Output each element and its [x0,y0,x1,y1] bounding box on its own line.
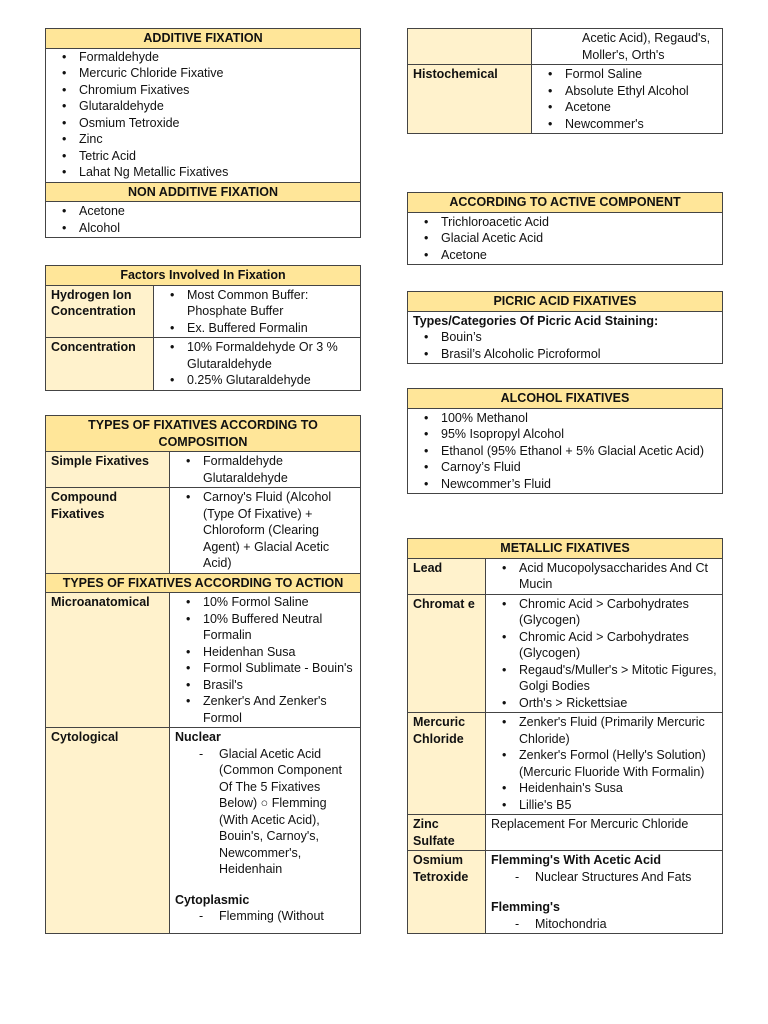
picric-subtitle: Types/Categories Of Picric Acid Staining: [413,313,659,328]
list-item: • Chromium Fixatives [79,82,355,99]
metallic-fixatives-table [407,538,723,934]
list-item: • Lillie's B5 [519,797,717,814]
fixative-type-label: Cytological [46,728,170,934]
fixative-type-label: Compound Fixatives [46,488,170,574]
list-item: • Zenker's Fluid (Primarily Mercuric Chloride) [519,714,717,747]
continued-text: Acetic Acid), Regaud's, Moller's, Orth's [532,29,723,65]
factors-header: Factors Involved In Fixation [46,266,361,286]
metal-label: Zinc Sulfate [408,815,486,851]
fixative-list [175,489,355,572]
factor-list [159,339,355,389]
additive-fixation-header: ADDITIVE FIXATION [46,29,361,49]
fixative-type-label: Microanatomical [46,593,170,728]
list-item: - Glacial Acetic Acid (Common Component Of The 5 Fixatives Below) ○ Flemming (With Acetic Acid), Bouin's, Carnoy's, Newcommer's, Heidenhain [219,746,355,878]
composition-table [45,415,361,934]
list-item: • Formol Sublimate - Bouin's [203,660,355,677]
fixative-list [175,453,355,486]
osmium-subtitle: Flemming's [491,900,560,914]
list-item: • 0.25% Glutaraldehyde [187,372,355,389]
list-item: • Formol Saline [565,66,717,83]
additive-list [51,49,355,181]
metal-list [491,560,717,593]
list-item: • Zinc [79,131,355,148]
cytoplasmic-title: Cytoplasmic [175,892,250,907]
list-item: - Nuclear Structures And Fats [535,869,717,886]
list-item: • 10% Formaldehyde Or 3 % Glutaraldehyde [187,339,355,372]
list-item: • 10% Buffered Neutral Formalin [203,611,355,644]
osmium-subtitle: Flemming's With Acetic Acid [491,853,662,867]
list-item: • Orth's > Rickettsiae [519,695,717,712]
list-item: • Brasil's [203,677,355,694]
list-item: • Absolute Ethyl Alcohol [565,83,717,100]
factor-label: Hydrogen Ion Concentration [46,285,154,338]
list-item: • Ex. Buffered Formalin [187,320,355,337]
list-item: • Heidenhain's Susa [519,780,717,797]
list-item: • Glutaraldehyde [79,98,355,115]
fixative-list [175,594,355,726]
metal-label: Mercuric Chloride [408,713,486,815]
list-item: • 10% Formol Saline [203,594,355,611]
active-component-table [407,192,723,265]
list-item: • Formaldehyde [79,49,355,66]
list-item: • Acetone [79,203,355,220]
list-item: • Bouin’s [441,329,717,346]
list-item: • Formaldehyde Glutaraldehyde [203,453,355,486]
list-item: • Brasil’s Alcoholic Picroformol [441,346,717,363]
list-item: • Newcommer's [565,116,717,133]
picric-acid-table [407,291,723,364]
picric-list [413,329,717,362]
list-item: • Chromic Acid > Carbohydrates (Glycogen) [519,596,717,629]
list-item: • Most Common Buffer: Phosphate Buffer [187,287,355,320]
fixative-type-label: Simple Fixatives [46,452,170,488]
nuclear-title: Nuclear [175,730,221,744]
zinc-text: Replacement For Mercuric Chloride [486,815,723,851]
osmium-list [491,869,717,886]
composition-header: TYPES OF FIXATIVES ACCORDING TO COMPOSITION [46,416,361,452]
active-component-header: ACCORDING TO ACTIVE COMPONENT [408,193,723,213]
picric-acid-header: PICRIC ACID FIXATIVES [408,292,723,312]
histochemical-list [537,66,717,132]
list-item: • Mercuric Chloride Fixative [79,65,355,82]
list-item: • Regaud's/Muller's > Mitotic Figures, Golgi Bodies [519,662,717,695]
list-item: • Heidenhan Susa [203,644,355,661]
list-item: - Mitochondria [535,916,717,933]
list-item: • Glacial Acetic Acid [441,230,717,247]
list-item: • Ethanol (95% Ethanol + 5% Glacial Acetic Acid) [441,443,717,460]
list-item: • Trichloroacetic Acid [441,214,717,231]
list-item: • Acid Mucopolysaccharides And Ct Mucin [519,560,717,593]
list-item: • 100% Methanol [441,410,717,427]
list-item: • Alcohol [79,220,355,237]
additive-fixation-table [45,28,361,238]
list-item: • Zenker's And Zenker's Formol [203,693,355,726]
metal-label: Osmium Tetroxide [408,851,486,934]
osmium-list [491,916,717,933]
factors-table [45,265,361,391]
cytoplasmic-list [175,908,355,925]
metal-list [491,714,717,813]
alcohol-list [413,410,717,493]
list-item: • Acetone [441,247,717,264]
list-item: • Carnoy’s Fluid [441,459,717,476]
non-additive-fixation-header: NON ADDITIVE FIXATION [46,182,361,202]
list-item: • Lahat Ng Metallic Fixatives [79,164,355,181]
metal-label: Lead [408,558,486,594]
fixative-type-label: Histochemical [408,65,532,134]
list-item: • Zenker's Formol (Helly's Solution) (Mercuric Fluoride With Formalin) [519,747,717,780]
list-item: • Acetone [565,99,717,116]
alcohol-fixatives-header: ALCOHOL FIXATIVES [408,389,723,409]
alcohol-fixatives-table [407,388,723,494]
list-item: • 95% Isopropyl Alcohol [441,426,717,443]
non-additive-list [51,203,355,236]
factor-label: Concentration [46,338,154,391]
list-item: • Osmium Tetroxide [79,115,355,132]
empty-label-cell [408,29,532,65]
nuclear-list [175,746,355,878]
list-item: • Chromic Acid > Carbohydrates (Glycogen) [519,629,717,662]
metallic-fixatives-header: METALLIC FIXATIVES [408,539,723,559]
action-header: TYPES OF FIXATIVES ACCORDING TO ACTION [46,573,361,593]
metal-label: Chromat e [408,594,486,713]
continuation-table [407,28,723,134]
list-item: - Flemming (Without [219,908,355,925]
list-item: • Tetric Acid [79,148,355,165]
metal-list [491,596,717,712]
list-item: • Carnoy's Fluid (Alcohol (Type Of Fixative) + Chloroform (Clearing Agent) + Glacial Acetic Acid) [203,489,355,572]
active-component-list [413,214,717,264]
factor-list [159,287,355,337]
list-item: • Newcommer’s Fluid [441,476,717,493]
